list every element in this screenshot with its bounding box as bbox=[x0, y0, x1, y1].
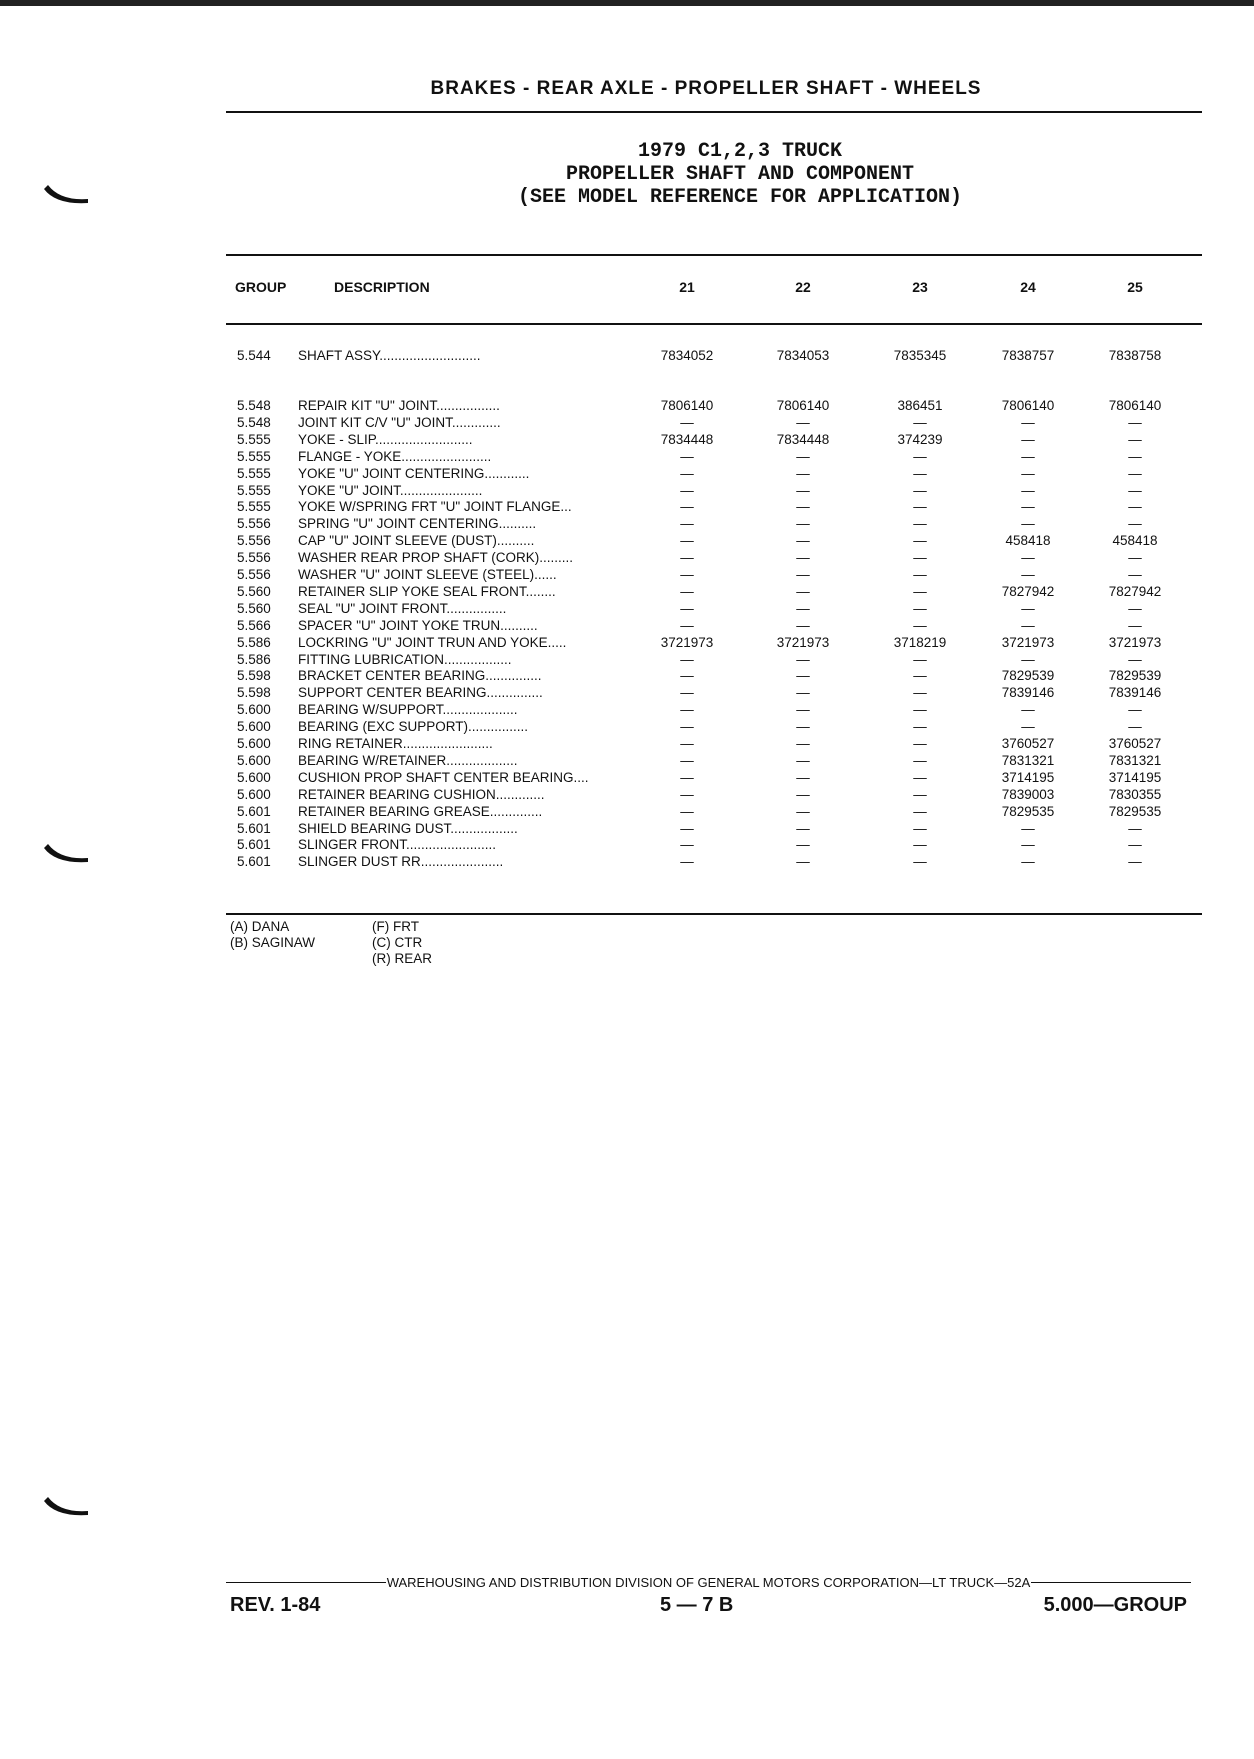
row-part-number: — bbox=[796, 736, 810, 751]
row-part-number: — bbox=[1128, 448, 1142, 464]
row-part-number: — bbox=[680, 820, 694, 836]
row-part-number: 7829539 bbox=[1001, 668, 1055, 684]
row-part-number: — bbox=[913, 550, 927, 566]
row-part-number: 7834052 bbox=[660, 348, 714, 363]
header-group: GROUP bbox=[235, 279, 287, 295]
binder-hole-mark bbox=[42, 183, 90, 209]
title-line-1: 1979 C1,2,3 TRUCK bbox=[637, 140, 843, 163]
binder-hole-mark bbox=[42, 842, 90, 868]
row-part-number: — bbox=[1128, 719, 1142, 735]
row-group-code: 5.555 bbox=[237, 431, 271, 447]
row-part-number: — bbox=[913, 516, 927, 532]
row-part-number: — bbox=[1021, 702, 1035, 718]
footer-publisher-text: WAREHOUSING AND DISTRIBUTION DIVISION OF GENERAL MOTORS CORPORATION—LT TRUCK—52A bbox=[386, 1575, 1031, 1590]
row-part-number: — bbox=[680, 769, 694, 785]
row-part-number: — bbox=[913, 414, 927, 430]
row-part-number: — bbox=[1021, 550, 1035, 566]
row-part-number: — bbox=[1021, 431, 1035, 447]
row-group-code: 5.544 bbox=[237, 348, 271, 363]
footer-publisher-line bbox=[226, 1575, 1191, 1590]
row-part-number: — bbox=[913, 499, 927, 515]
row-part-number: 7834053 bbox=[776, 348, 830, 363]
row-description: CAP "U" JOINT SLEEVE (DUST).......... bbox=[298, 533, 535, 549]
row-description: RETAINER BEARING CUSHION............. bbox=[298, 786, 545, 802]
row-part-number: — bbox=[796, 769, 810, 785]
row-part-number: — bbox=[913, 752, 927, 768]
row-part-number: — bbox=[913, 786, 927, 802]
row-description: JOINT KIT C/V "U" JOINT............. bbox=[298, 414, 501, 430]
row-part-number: — bbox=[1128, 482, 1142, 498]
row-part-number: 7831321 bbox=[1001, 752, 1055, 768]
row-group-code: 5.600 bbox=[237, 719, 271, 735]
row-part-number: — bbox=[1128, 617, 1142, 633]
row-part-number: — bbox=[796, 617, 810, 633]
row-description: YOKE - SLIP.......................... bbox=[298, 431, 473, 447]
row-part-number: 7835345 bbox=[893, 348, 947, 363]
page-top-edge bbox=[0, 0, 1254, 6]
row-part-number: 7806140 bbox=[1108, 398, 1162, 413]
row-part-number: — bbox=[680, 516, 694, 532]
row-part-number: 7838758 bbox=[1108, 348, 1162, 363]
row-description: SUPPORT CENTER BEARING............... bbox=[298, 685, 543, 701]
row-part-number: — bbox=[796, 516, 810, 532]
document-title bbox=[440, 140, 1040, 209]
row-part-number: 3718219 bbox=[893, 634, 947, 650]
header-col-23: 23 bbox=[912, 279, 928, 295]
row-description: SPRING "U" JOINT CENTERING.......... bbox=[298, 516, 537, 532]
row-part-number: — bbox=[913, 482, 927, 498]
row-part-number: — bbox=[1128, 465, 1142, 481]
row-description: FLANGE - YOKE........................ bbox=[298, 448, 492, 464]
row-part-number: — bbox=[680, 414, 694, 430]
row-part-number: 3721973 bbox=[776, 634, 830, 650]
row-part-number: — bbox=[680, 617, 694, 633]
row-description: SHAFT ASSY........................... bbox=[298, 348, 481, 363]
row-part-number: — bbox=[913, 820, 927, 836]
row-part-number: — bbox=[1128, 600, 1142, 616]
row-part-number: 7829539 bbox=[1108, 668, 1162, 684]
row-part-number: 7806140 bbox=[776, 398, 830, 413]
row-part-number: — bbox=[680, 583, 694, 599]
row-part-number: — bbox=[796, 448, 810, 464]
row-description: YOKE W/SPRING FRT "U" JOINT FLANGE... bbox=[298, 499, 572, 515]
row-part-number: — bbox=[913, 803, 927, 819]
row-part-number: — bbox=[1021, 482, 1035, 498]
row-part-number: — bbox=[913, 854, 927, 870]
row-part-number: — bbox=[1021, 854, 1035, 870]
row-part-number: — bbox=[1021, 600, 1035, 616]
row-description: BRACKET CENTER BEARING............... bbox=[298, 668, 542, 684]
row-group-code: 5.556 bbox=[237, 516, 271, 532]
row-description: WASHER "U" JOINT SLEEVE (STEEL)...... bbox=[298, 567, 557, 582]
row-part-number: — bbox=[1128, 414, 1142, 430]
row-part-number: 7829535 bbox=[1108, 803, 1162, 819]
row-part-number: — bbox=[1021, 837, 1035, 853]
row-part-number: — bbox=[796, 465, 810, 481]
row-part-number: — bbox=[913, 567, 927, 582]
row-part-number: 7839003 bbox=[1001, 786, 1055, 802]
row-part-number: — bbox=[796, 499, 810, 515]
row-part-number: — bbox=[796, 803, 810, 819]
row-group-code: 5.548 bbox=[237, 414, 271, 430]
row-part-number: — bbox=[796, 719, 810, 735]
footnote-f: (F) FRT bbox=[372, 919, 419, 934]
row-part-number: 7829535 bbox=[1001, 803, 1055, 819]
row-part-number: — bbox=[796, 414, 810, 430]
row-part-number: 7827942 bbox=[1001, 583, 1055, 599]
row-part-number: — bbox=[796, 600, 810, 616]
row-part-number: — bbox=[913, 736, 927, 751]
row-group-code: 5.556 bbox=[237, 550, 271, 566]
row-part-number: 458418 bbox=[1005, 533, 1051, 549]
row-part-number: — bbox=[680, 803, 694, 819]
row-part-number: — bbox=[1021, 499, 1035, 515]
row-part-number: — bbox=[680, 685, 694, 701]
row-part-number: — bbox=[680, 533, 694, 549]
row-part-number: — bbox=[913, 533, 927, 549]
row-part-number: — bbox=[913, 668, 927, 684]
row-group-code: 5.600 bbox=[237, 702, 271, 718]
row-description: SLINGER DUST RR...................... bbox=[298, 854, 504, 870]
row-group-code: 5.586 bbox=[237, 634, 271, 650]
row-part-number: — bbox=[913, 465, 927, 481]
row-part-number: — bbox=[680, 499, 694, 515]
row-part-number: — bbox=[796, 567, 810, 582]
header-col-22: 22 bbox=[795, 279, 811, 295]
row-group-code: 5.598 bbox=[237, 668, 271, 684]
row-part-number: — bbox=[680, 567, 694, 582]
row-group-code: 5.560 bbox=[237, 600, 271, 616]
row-part-number: — bbox=[796, 702, 810, 718]
row-part-number: — bbox=[796, 651, 810, 667]
row-part-number: — bbox=[796, 482, 810, 498]
row-part-number: — bbox=[1128, 651, 1142, 667]
row-part-number: — bbox=[796, 550, 810, 566]
row-part-number: — bbox=[1021, 719, 1035, 735]
footnotes-right bbox=[372, 919, 432, 967]
row-part-number: 7827942 bbox=[1108, 583, 1162, 599]
row-part-number: — bbox=[680, 668, 694, 684]
row-description: BEARING (EXC SUPPORT)................ bbox=[298, 719, 529, 735]
row-part-number: — bbox=[796, 668, 810, 684]
row-part-number: — bbox=[680, 854, 694, 870]
row-part-number: — bbox=[1021, 617, 1035, 633]
row-part-number: 3721973 bbox=[1108, 634, 1162, 650]
row-group-code: 5.555 bbox=[237, 482, 271, 498]
row-part-number: 386451 bbox=[897, 398, 943, 413]
row-part-number: — bbox=[1021, 567, 1035, 582]
row-group-code: 5.548 bbox=[237, 398, 271, 413]
row-group-code: 5.600 bbox=[237, 769, 271, 785]
row-part-number: 7839146 bbox=[1108, 685, 1162, 701]
footnote-a: (A) DANA bbox=[230, 919, 290, 934]
footer-dash-left bbox=[226, 1582, 386, 1584]
row-description: YOKE "U" JOINT...................... bbox=[298, 482, 483, 498]
row-description: REPAIR KIT "U" JOINT................. bbox=[298, 398, 500, 413]
row-group-code: 5.598 bbox=[237, 685, 271, 701]
row-part-number: — bbox=[680, 752, 694, 768]
row-part-number: — bbox=[796, 752, 810, 768]
row-part-number: — bbox=[680, 600, 694, 616]
row-part-number: 7806140 bbox=[660, 398, 714, 413]
row-group-code: 5.601 bbox=[237, 820, 271, 836]
footnote-c: (C) CTR bbox=[372, 935, 423, 950]
row-description: SLINGER FRONT........................ bbox=[298, 837, 497, 853]
row-description: SPACER "U" JOINT YOKE TRUN.......... bbox=[298, 617, 538, 633]
row-part-number: — bbox=[1021, 651, 1035, 667]
header-rule bbox=[226, 111, 1202, 113]
row-part-number: — bbox=[680, 651, 694, 667]
row-part-number: — bbox=[1128, 431, 1142, 447]
section-header: BRAKES - REAR AXLE - PROPELLER SHAFT - WHEELS bbox=[430, 78, 982, 99]
header-col-21: 21 bbox=[679, 279, 695, 295]
row-part-number: — bbox=[913, 769, 927, 785]
footer-group: 5.000—GROUP bbox=[1043, 1594, 1187, 1616]
row-group-code: 5.556 bbox=[237, 567, 271, 582]
row-part-number: — bbox=[1128, 854, 1142, 870]
row-part-number: 458418 bbox=[1112, 533, 1158, 549]
row-group-code: 5.601 bbox=[237, 837, 271, 853]
row-description: RETAINER SLIP YOKE SEAL FRONT........ bbox=[298, 583, 556, 599]
title-line-2: PROPELLER SHAFT AND COMPONENT bbox=[565, 163, 915, 186]
row-part-number: — bbox=[796, 854, 810, 870]
row-part-number: — bbox=[1128, 837, 1142, 853]
row-description: RING RETAINER........................ bbox=[298, 736, 493, 751]
row-part-number: — bbox=[913, 448, 927, 464]
row-description: SHIELD BEARING DUST.................. bbox=[298, 820, 518, 836]
footer-dash-right bbox=[1031, 1582, 1191, 1584]
footer-revision: REV. 1-84 bbox=[230, 1594, 321, 1616]
header-col-24: 24 bbox=[1020, 279, 1036, 295]
row-part-number: — bbox=[1128, 499, 1142, 515]
row-part-number: — bbox=[1021, 465, 1035, 481]
row-part-number: — bbox=[913, 583, 927, 599]
row-part-number: — bbox=[913, 837, 927, 853]
binder-hole-mark bbox=[42, 1495, 90, 1521]
header-description: DESCRIPTION bbox=[334, 279, 430, 295]
row-part-number: — bbox=[1128, 702, 1142, 718]
row-part-number: 3721973 bbox=[1001, 634, 1055, 650]
row-part-number: — bbox=[796, 837, 810, 853]
row-part-number: — bbox=[1021, 448, 1035, 464]
row-part-number: — bbox=[1128, 820, 1142, 836]
row-description: BEARING W/RETAINER................... bbox=[298, 752, 518, 768]
row-description: YOKE "U" JOINT CENTERING............ bbox=[298, 465, 530, 481]
row-part-number: — bbox=[680, 837, 694, 853]
row-part-number: — bbox=[1128, 567, 1142, 582]
row-part-number: 374239 bbox=[897, 431, 943, 447]
row-group-code: 5.601 bbox=[237, 854, 271, 870]
row-part-number: — bbox=[796, 533, 810, 549]
row-part-number: — bbox=[1021, 414, 1035, 430]
footnotes-left bbox=[230, 919, 315, 951]
row-part-number: 3760527 bbox=[1001, 736, 1055, 751]
table-header-rule bbox=[226, 323, 1202, 325]
row-group-code: 5.560 bbox=[237, 583, 271, 599]
row-group-code: 5.601 bbox=[237, 803, 271, 819]
row-part-number: — bbox=[913, 719, 927, 735]
row-part-number: — bbox=[680, 719, 694, 735]
row-part-number: — bbox=[1128, 516, 1142, 532]
row-part-number: — bbox=[796, 786, 810, 802]
row-group-code: 5.555 bbox=[237, 465, 271, 481]
row-group-code: 5.566 bbox=[237, 617, 271, 633]
table-top-rule bbox=[226, 254, 1202, 256]
row-part-number: 7831321 bbox=[1108, 752, 1162, 768]
row-group-code: 5.600 bbox=[237, 786, 271, 802]
row-group-code: 5.600 bbox=[237, 736, 271, 751]
row-description: RETAINER BEARING GREASE.............. bbox=[298, 803, 543, 819]
row-description: WASHER REAR PROP SHAFT (CORK)......... bbox=[298, 550, 574, 566]
row-part-number: 3721973 bbox=[660, 634, 714, 650]
row-part-number: — bbox=[1021, 516, 1035, 532]
row-part-number: — bbox=[913, 702, 927, 718]
row-part-number: 7834448 bbox=[660, 431, 714, 447]
row-group-code: 5.555 bbox=[237, 448, 271, 464]
row-group-code: 5.586 bbox=[237, 651, 271, 667]
row-group-code: 5.555 bbox=[237, 499, 271, 515]
row-part-number: — bbox=[1021, 820, 1035, 836]
row-part-number: — bbox=[680, 550, 694, 566]
row-part-number: — bbox=[913, 651, 927, 667]
row-group-code: 5.600 bbox=[237, 752, 271, 768]
row-part-number: — bbox=[680, 482, 694, 498]
row-part-number: 7806140 bbox=[1001, 398, 1055, 413]
row-part-number: — bbox=[913, 617, 927, 633]
header-col-25: 25 bbox=[1127, 279, 1143, 295]
row-part-number: — bbox=[796, 583, 810, 599]
table-bottom-rule bbox=[226, 913, 1202, 915]
row-part-number: 7830355 bbox=[1108, 786, 1162, 802]
title-line-3: (SEE MODEL REFERENCE FOR APPLICATION) bbox=[517, 186, 963, 209]
row-part-number: — bbox=[680, 465, 694, 481]
row-part-number: 7834448 bbox=[776, 431, 830, 447]
row-part-number: — bbox=[796, 685, 810, 701]
footnote-b: (B) SAGINAW bbox=[230, 935, 316, 950]
row-part-number: — bbox=[680, 448, 694, 464]
row-group-code: 5.556 bbox=[237, 533, 271, 549]
row-part-number: 3760527 bbox=[1108, 736, 1162, 751]
row-description: SEAL "U" JOINT FRONT................ bbox=[298, 600, 507, 616]
row-part-number: — bbox=[680, 736, 694, 751]
row-description: LOCKRING "U" JOINT TRUN AND YOKE..... bbox=[298, 634, 567, 650]
row-part-number: — bbox=[680, 786, 694, 802]
row-part-number: — bbox=[913, 685, 927, 701]
footer-page-number: 5 — 7 B bbox=[660, 1594, 734, 1616]
footnote-r: (R) REAR bbox=[372, 951, 432, 966]
row-part-number: 7839146 bbox=[1001, 685, 1055, 701]
row-description: CUSHION PROP SHAFT CENTER BEARING.... bbox=[298, 769, 589, 785]
row-part-number: — bbox=[796, 820, 810, 836]
row-part-number: — bbox=[1128, 550, 1142, 566]
row-part-number: 3714195 bbox=[1001, 769, 1055, 785]
row-description: BEARING W/SUPPORT.................... bbox=[298, 702, 518, 718]
row-part-number: 7838757 bbox=[1001, 348, 1055, 363]
row-part-number: 3714195 bbox=[1108, 769, 1162, 785]
row-part-number: — bbox=[913, 600, 927, 616]
row-part-number: — bbox=[680, 702, 694, 718]
row-description: FITTING LUBRICATION.................. bbox=[298, 651, 512, 667]
